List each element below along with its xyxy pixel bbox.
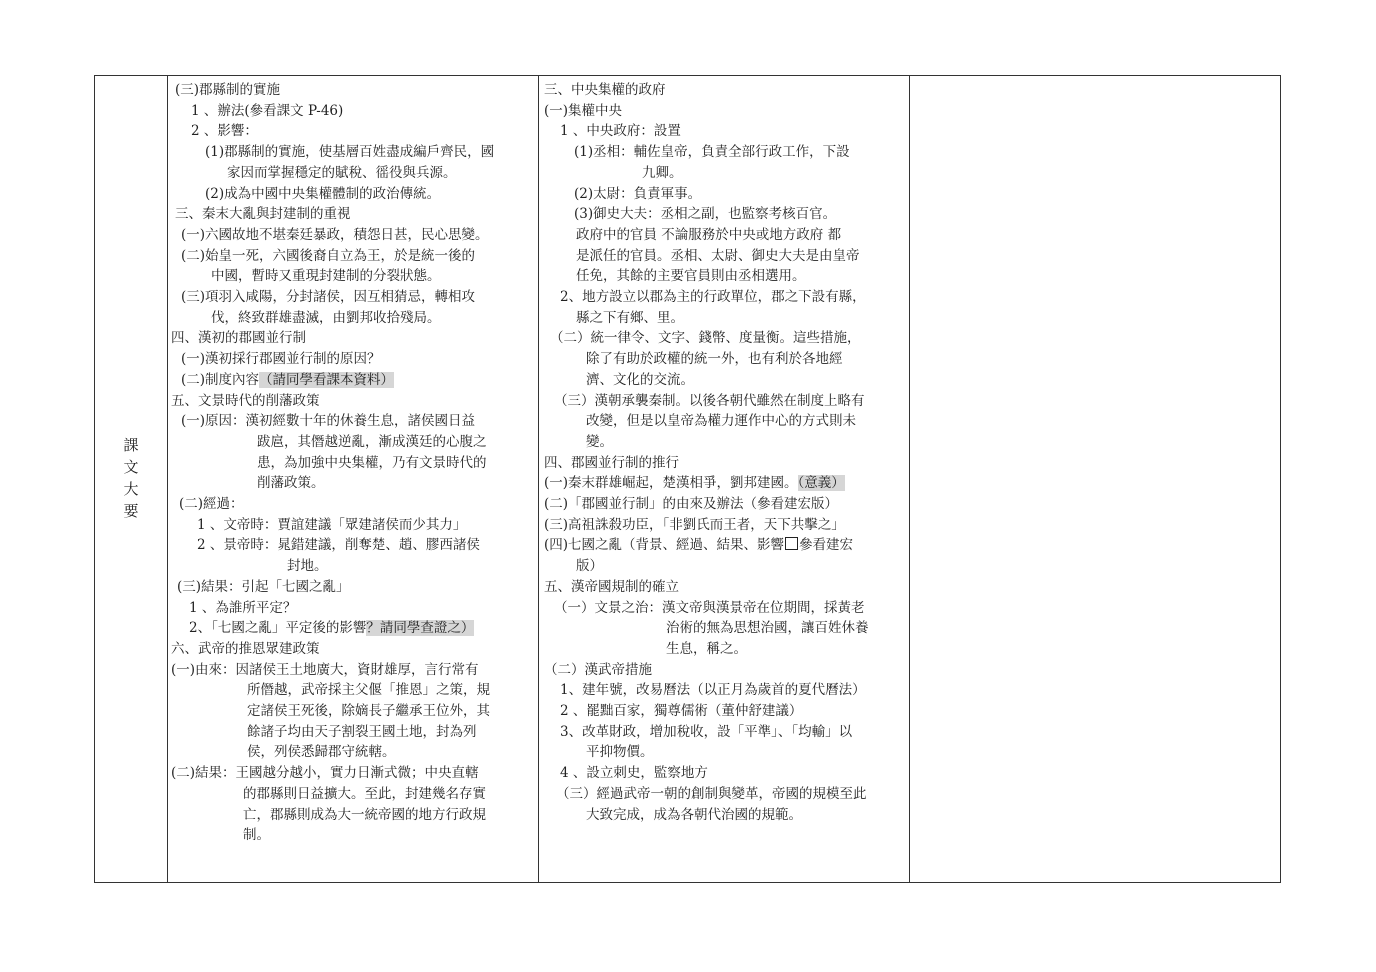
outline-line <box>227 163 457 184</box>
column-divider <box>909 76 910 882</box>
outline-line <box>171 763 479 784</box>
outline-text: 變。 <box>586 433 613 450</box>
outline-text: (三)高祖誅殺功臣，「非劉氏而王者，天下共擊之」 <box>544 516 845 533</box>
outline-text: 1 、文帝時：賈誼建議「眾建諸侯而少其力」 <box>197 516 467 533</box>
outline-text: （三）經過武帝一朝的創制與變革，帝國的規模至此 <box>556 785 867 802</box>
outline-line <box>179 494 244 515</box>
outline-line <box>560 680 866 701</box>
column-divider <box>538 76 539 882</box>
outline-line <box>171 391 320 412</box>
outline-text: 大致完成，成為各朝代治國的規範。 <box>586 806 802 823</box>
side-label-char: 大 <box>123 480 139 498</box>
outline-line <box>257 453 487 474</box>
outline-text: 餘諸子均由天子割裂王國土地，封為列 <box>247 723 477 740</box>
outline-text: （一）文景之治：漢文帝與漢景帝在位期間，採黃老 <box>554 599 865 616</box>
outline-text: 的郡縣則日益擴大。至此，封建幾名存實 <box>243 785 486 802</box>
column-divider <box>167 76 168 882</box>
outline-text: (一)漢初採行郡國並行制的原因？ <box>181 351 381 368</box>
outline-line <box>175 204 351 225</box>
outline-line <box>211 308 441 329</box>
outline-text: (四)七國之亂（背景、經過、結果、影響 <box>544 537 785 554</box>
outline-text: 四、郡國並行制的推行 <box>544 454 679 471</box>
outline-text: 版） <box>576 558 603 575</box>
outline-line <box>189 598 296 619</box>
outline-text: 1 、中央政府：設置 <box>560 123 681 140</box>
outline-text: (三)結果：引起「七國之亂」 <box>177 578 350 595</box>
outline-text: 治術的無為思想治國，讓百姓休養 <box>666 620 869 637</box>
outline-line <box>554 391 865 412</box>
outline-line <box>576 308 684 329</box>
outline-text: (1)郡縣制的實施，使基層百姓盡成編戶齊民，國 <box>205 144 495 161</box>
outline-text: 2 、罷黜百家，獨尊儒術（董仲舒建議） <box>560 703 803 719</box>
outline-text: 四、漢初的郡國並行制 <box>171 330 306 347</box>
outline-text: 削藩政策。 <box>257 475 325 492</box>
outline-line <box>544 473 845 494</box>
outline-line <box>576 225 841 246</box>
outline-text: 家因而掌握穩定的賦稅、徭役與兵源。 <box>227 164 457 181</box>
outline-text: 中國，暫時又重現封建制的分裂狀態。 <box>211 268 441 285</box>
outline-line <box>171 328 306 349</box>
outline-line <box>586 805 802 826</box>
outline-text: (二)「郡國並行制」的由來及辦法（參看建宏版） <box>544 496 839 512</box>
outline-line <box>181 411 475 432</box>
side-label <box>95 434 167 522</box>
outline-line <box>205 142 494 163</box>
outline-text: (三)郡縣制的實施 <box>175 82 281 98</box>
outline-line <box>544 577 679 598</box>
outline-line <box>642 163 683 184</box>
outline-text: 制。 <box>243 827 270 844</box>
outline-line <box>243 784 486 805</box>
outline-text: 4 、設立刺史，監察地方 <box>560 765 708 782</box>
outline-line <box>181 246 475 267</box>
outline-line <box>554 598 865 619</box>
side-label-char: 要 <box>123 502 139 520</box>
outline-line <box>257 432 487 453</box>
outline-text: 伐，終致群雄盡滅，由劉邦收拾殘局。 <box>211 309 441 326</box>
outline-line <box>560 701 802 722</box>
outline-text: (二)結果：王國越分越小，實力日漸式微；中央直轄 <box>171 765 479 782</box>
outline-text: 跋扈，其僭越逆亂，漸成漢廷的心腹之 <box>257 433 487 450</box>
outline-line <box>243 805 486 826</box>
outline-text: 縣之下有鄉、里。 <box>576 309 684 326</box>
outline-text: (2)成為中國中央集權體制的政治傳統。 <box>205 185 441 202</box>
outline-text: 患，為加強中央集權，乃有文景時代的 <box>257 454 487 471</box>
outline-text: （三）漢朝承襲秦制。以後各朝代雖然在制度上略有 <box>554 392 865 409</box>
outline-line <box>205 184 440 205</box>
outline-line <box>586 742 654 763</box>
outline-line <box>181 225 489 246</box>
outline-text: 九卿。 <box>642 164 683 181</box>
outline-line <box>243 825 270 846</box>
outline-line <box>576 266 806 287</box>
outline-text: 五、文景時代的削藩政策 <box>171 392 320 409</box>
outline-line <box>586 432 613 453</box>
outline-line <box>666 618 869 639</box>
outline-text: (一)六國故地不堪秦廷暴政，積怨日甚，民心思變。 <box>181 226 489 243</box>
outline-text: 定諸侯王死後，除嫡長子繼承王位外，其 <box>247 703 490 719</box>
outline-text: (三)項羽入咸陽，分封諸侯，因互相猜忌，轉相攻 <box>181 289 476 305</box>
outline-line <box>576 556 603 577</box>
outline-line <box>574 184 701 205</box>
outline-text: (一)由來：因諸侯王土地廣大，資財雄厚，言行常有 <box>171 661 479 678</box>
outline-line <box>560 763 708 784</box>
outline-line <box>556 784 867 805</box>
highlighted-note: （意義） <box>797 475 845 492</box>
outline-text: 五、漢帝國規制的確立 <box>544 578 679 595</box>
outline-text: （二）漢武帝措施 <box>544 661 652 678</box>
outline-text: 1、建年號，改易曆法（以正月為歲首的夏代曆法） <box>560 682 866 699</box>
outline-line <box>175 80 280 101</box>
outline-line <box>666 639 747 660</box>
outline-text: 1 、辦法(參看課文 P-46) <box>191 102 344 119</box>
side-label-char: 課 <box>123 436 139 454</box>
outline-text: 亡，郡縣則成為大一統帝國的地方行政規 <box>243 806 486 823</box>
outline-text: (一)集權中央 <box>544 102 623 119</box>
outline-text: (1)丞相：輔佐皇帝，負責全部行政工作，下設 <box>574 144 850 161</box>
outline-line <box>211 266 441 287</box>
outline-line <box>550 328 861 349</box>
outline-text: (二)制度內容 <box>181 371 260 388</box>
outline-text: 除了有助於政權的統一外，也有利於各地經 <box>586 351 843 368</box>
outline-line <box>576 246 860 267</box>
outline-line <box>181 287 475 308</box>
outline-text: 1 、為誰所平定？ <box>189 599 297 616</box>
outline-text: 2 、影響： <box>191 123 258 140</box>
outline-text: 六、武帝的推恩眾建政策 <box>171 640 320 657</box>
outline-line <box>247 722 477 743</box>
outline-text: 三、中央集權的政府 <box>544 82 666 98</box>
outline-text: (二)經過： <box>179 496 244 512</box>
outline-text: 3、改革財政，增加稅收，設「平準」、「均輸」以 <box>560 723 853 740</box>
highlighted-note: ？請同學查證之） <box>366 620 475 637</box>
outline-text: (二)始皇一死，六國後裔自立為王，於是統一後的 <box>181 247 476 264</box>
outline-text: 改變，但是以皇帝為權力運作中心的方式則未 <box>586 413 856 430</box>
outline-line <box>181 349 381 370</box>
outline-line <box>560 121 681 142</box>
outline-text: （二）統一律令、文字、錢幣、度量衡。這些措施， <box>550 330 861 347</box>
outline-line <box>544 515 845 536</box>
outline-text: 任免，其餘的主要官員則由丞相選用。 <box>576 268 806 285</box>
empty-box-glyph <box>785 537 798 550</box>
outline-line <box>247 742 396 763</box>
outline-line <box>560 287 866 308</box>
outline-text: (2)太尉：負責軍事。 <box>574 185 702 202</box>
outline-line <box>191 121 258 142</box>
outline-text: (3)御史大夫：丞相之副，也監察考核百官。 <box>574 206 837 223</box>
highlighted-note: （請同學看課本資料） <box>259 371 395 388</box>
outline-line <box>257 473 325 494</box>
outline-text: 2 、景帝時：晁錯建議，削奪楚、趙、膠西諸侯 <box>197 537 480 554</box>
outline-text: 參看建宏 <box>799 537 854 554</box>
outline-line <box>171 639 320 660</box>
outline-line <box>247 701 490 722</box>
outline-line <box>574 142 850 163</box>
outline-line <box>287 556 328 577</box>
side-label-char: 文 <box>123 458 139 476</box>
outline-line <box>586 370 694 391</box>
outline-line <box>544 660 652 681</box>
outline-text: (一)秦末群雄崛起，楚漢相爭，劉邦建國。 <box>544 475 798 492</box>
outline-line <box>189 618 474 639</box>
lesson-outline-table <box>94 75 1281 883</box>
outline-line <box>191 101 343 122</box>
outline-text: 政府中的官員 不論服務於中央或地方政府 都 <box>576 226 842 243</box>
outline-line <box>171 660 479 681</box>
outline-text: 濟、文化的交流。 <box>586 371 694 388</box>
outline-line <box>544 453 679 474</box>
outline-line <box>247 680 490 701</box>
outline-line <box>586 411 856 432</box>
outline-text: (一)原因：漢初經數十年的休養生息，諸侯國日益 <box>181 413 476 430</box>
outline-line <box>544 535 853 556</box>
outline-text: 是派任的官員。丞相、太尉、御史大夫是由皇帝 <box>576 247 860 264</box>
outline-line <box>181 370 394 391</box>
outline-text: 封地。 <box>287 558 328 575</box>
outline-text: 所僭越，武帝採主父偃「推恩」之策，規 <box>247 682 490 699</box>
outline-text: 三、秦末大亂與封建制的重視 <box>175 206 351 223</box>
outline-line <box>560 722 852 743</box>
outline-text: 生息，稱之。 <box>666 640 747 657</box>
outline-text: 2、「七國之亂」平定後的影響 <box>189 620 367 637</box>
outline-text: 2、地方設立以郡為主的行政單位，郡之下設有縣， <box>560 289 866 305</box>
outline-line <box>177 577 350 598</box>
outline-line <box>574 204 836 225</box>
outline-line <box>544 80 666 101</box>
outline-line <box>197 535 480 556</box>
outline-text: 侯，列侯悉歸郡守統轄。 <box>247 744 396 761</box>
outline-line <box>544 494 838 515</box>
outline-line <box>586 349 843 370</box>
outline-text: 平抑物價。 <box>586 744 654 761</box>
outline-line <box>197 515 466 536</box>
outline-line <box>544 101 622 122</box>
